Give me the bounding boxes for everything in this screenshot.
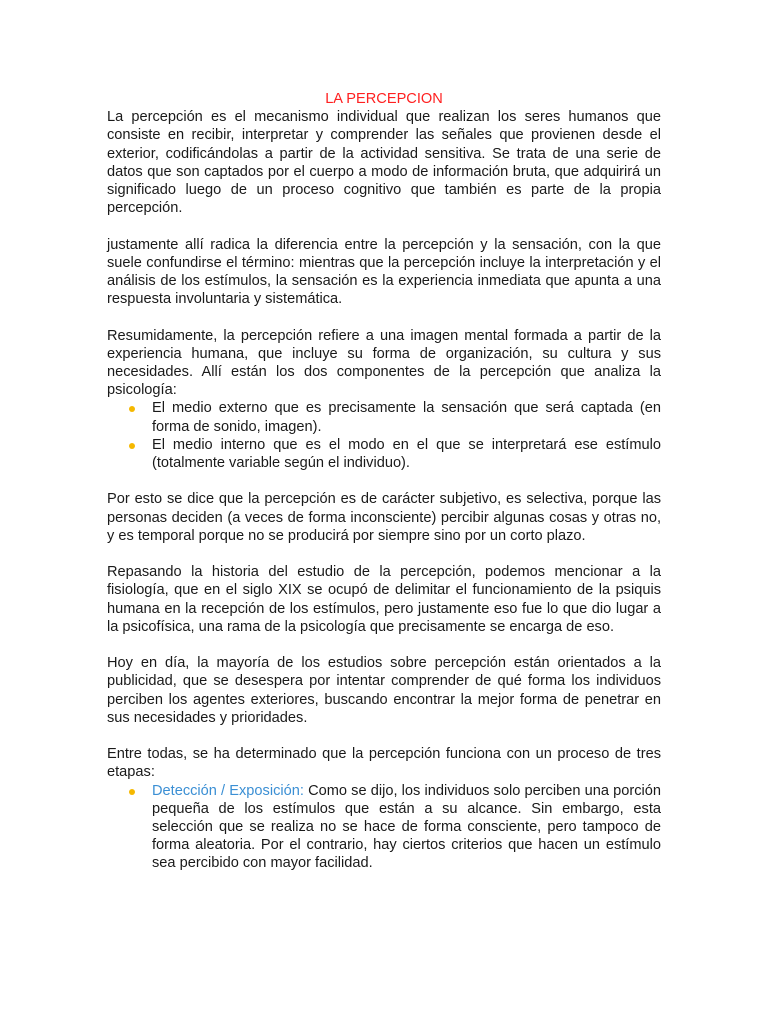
stages-list [107,782,661,873]
paragraph-difference: justamente allí radica la diferencia entre la percepción y la sensación, con la que suele confundirse el término: mientras que la percepción incluye la interpretación y el análisis de los estímulos, la sensación es la experiencia inmediata que apunta a una respuesta involuntaria y sistemática. [107,236,661,308]
stage-description: Como se dijo, los individuos solo perciben una porción pequeña de los estímulos que están a su alcance. Sin embargo, esta selección que se realiza no se hace de forma consciente, pero tampoco de forma aleatoria. Por el contrario, hay ciertos criterios que hacen un estímulo sea percibido con mayor facilidad. [152,782,661,872]
paragraph-advertising: Hoy en día, la mayoría de los estudios sobre percepción están orientados a la publicidad, que se desespera por intentar comprender de qué forma los individuos perciben los agentes exteriores, buscando encontrar la mejor forma de penetrar en sus necesidades y prioridades. [107,655,661,726]
bullet-icon [129,443,135,449]
paragraph-stages-intro: Entre todas, se ha determinado que la percepción funciona con un proceso de tres etapas: [107,746,661,781]
components-list [107,399,661,472]
paragraph-summary: Resumidamente, la percepción refiere a una imagen mental formada a partir de la experiencia humana, que incluye su forma de organización, su cultura y sus necesidades. Allí están los dos componentes de la percepción que analiza la psicología: [107,327,661,399]
list-item-text: El medio interno que es el modo en el que se interpretará ese estímulo (totalmente variable según el individuo). [152,436,661,472]
list-item [107,436,661,472]
paragraph-history: Repasando la historia del estudio de la percepción, podemos mencionar a la fisiología, que en el siglo XIX se ocupó de delimitar el funcionamiento de la psiquis humana en la recepción de los estímulos, pero justamente eso fue lo que dio lugar a la psicofísica, una rama de la psicología que precisamente se encarga de eso. [107,564,661,635]
bullet-icon [129,789,135,795]
document-page [107,90,661,873]
paragraph-definition: La percepción es el mecanismo individual que realizan los seres humanos que consiste en recibir, interpretar y comprender las señales que provienen desde el exterior, codificándolas a partir de la actividad sensitiva. Se trata de una serie de datos que son captados por el cuerpo a modo de información bruta, que adquirirá un significado luego de un proceso cognitivo que también es parte de la propia percepción. [107,109,661,217]
list-item [107,782,661,873]
stage-term: Detección / Exposición: [152,782,304,799]
paragraph-subjective: Por esto se dice que la percepción es de carácter subjetivo, es selectiva, porque las personas deciden (a veces de forma inconsciente) percibir algunas cosas y otras no, y es temporal porque no se producirá por siempre sino por un corto plazo. [107,491,661,544]
bullet-icon [129,406,135,412]
list-item-text: El medio externo que es precisamente la sensación que será captada (en forma de sonido, imagen). [152,400,661,435]
document-title: LA PERCEPCION [325,91,443,107]
list-item [107,399,661,435]
